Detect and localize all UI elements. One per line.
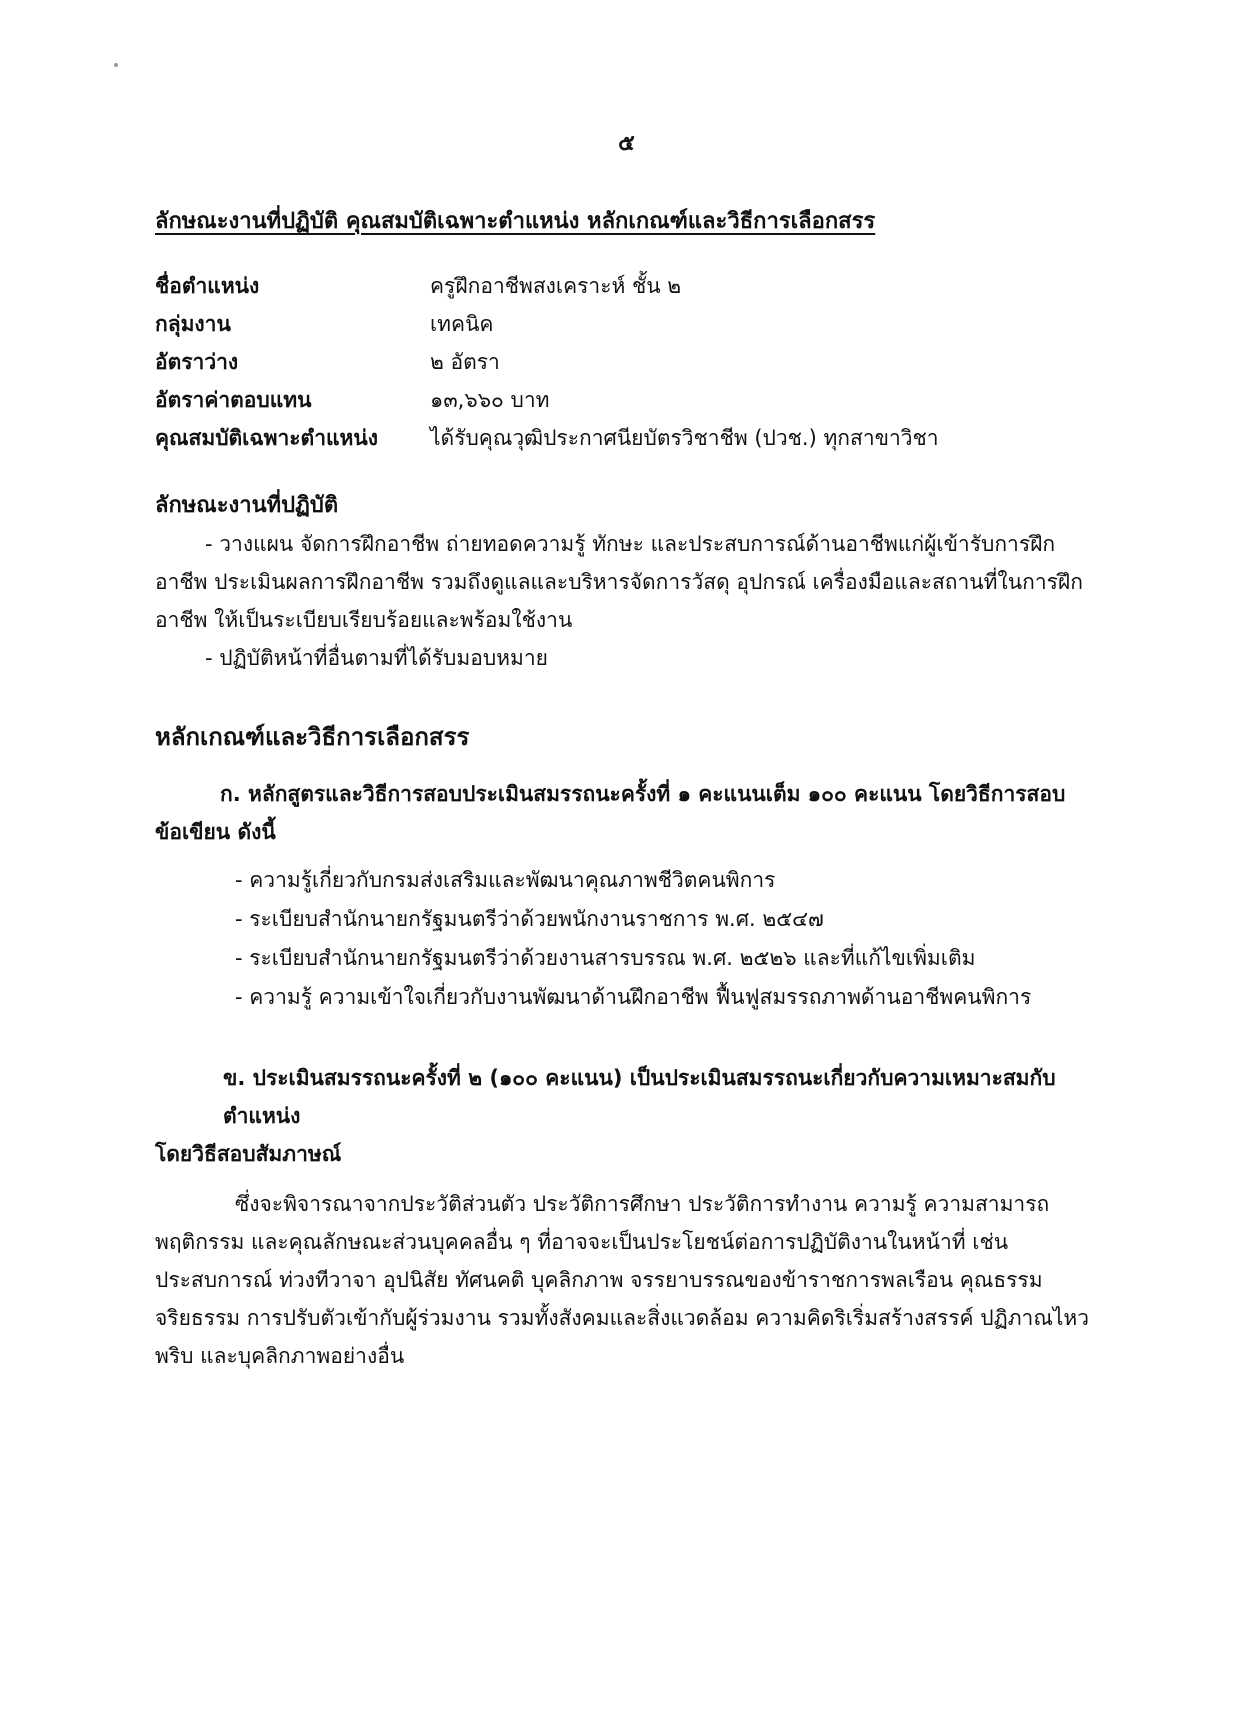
document-heading: ลักษณะงานที่ปฏิบัติ คุณสมบัติเฉพาะตำแหน่ง หลักเกณฑ์และวิธีการเลือกสรร [155, 209, 876, 234]
criteria-part-a-heading-line1: ก. หลักสูตรและวิธีการสอบประเมินสมรรถนะครั้งที่ ๑ คะแนนเต็ม ๑๐๐ คะแนน โดยวิธีการสอบ [220, 782, 1066, 806]
exam-topic-item: - ความรู้เกี่ยวกับกรมส่งเสริมและพัฒนาคุณภาพชีวิตคนพิการ [235, 868, 776, 892]
field-label: อัตราว่าง [155, 350, 239, 374]
criteria-part-b-heading-line1: ข. ประเมินสมรรถนะครั้งที่ ๒ (๑๐๐ คะแนน) เป็นประเมินสมรรถนะเกี่ยวกับความเหมาะสมกับตำแหน่ง [223, 1066, 1056, 1128]
field-value: ๑๓,๖๖๐ บาท [430, 388, 550, 412]
criteria-section-title: หลักเกณฑ์และวิธีการเลือกสรร [155, 723, 470, 751]
field-value: ได้รับคุณวุฒิประกาศนียบัตรวิชาชีพ (ปวช.) ทุกสาขาวิชา [430, 426, 939, 450]
page-number: ๕ [618, 131, 635, 156]
scan-artifact-dot [114, 63, 118, 67]
field-row-work-group [155, 305, 1098, 343]
duties-section-title: ลักษณะงานที่ปฏิบัติ [155, 493, 339, 518]
exam-topic-item: - ระเบียบสำนักนายกรัฐมนตรีว่าด้วยพนักงานราชการ พ.ศ. ๒๕๔๗ [235, 907, 824, 931]
field-label: อัตราค่าตอบแทน [155, 388, 312, 412]
field-row-vacancies [155, 343, 1098, 381]
field-value: เทคนิค [430, 312, 494, 336]
field-row-salary [155, 381, 1098, 419]
duties-section [155, 487, 1098, 677]
field-label: กลุ่มงาน [155, 312, 231, 336]
exam-topic-item: - ระเบียบสำนักนายกรัฐมนตรีว่าด้วยงานสารบรรณ พ.ศ. ๒๕๒๖ และที่แก้ไขเพิ่มเติม [235, 946, 976, 970]
duties-paragraph: - วางแผน จัดการฝึกอาชีพ ถ่ายทอดความรู้ ทักษะ และประสบการณ์ด้านอาชีพแก่ผู้เข้ารับการฝึกอาชีพ ประเมินผลการฝึกอาชีพ รวมถึงดูแลและบริหารจัดการวัสดุ อุปกรณ์ เครื่องมือและสถานที่ในการฝึกอาชีพ ให้เป็นระเบียบเรียบร้อยและพร้อมใช้งาน [155, 532, 1083, 632]
field-row-position-name [155, 267, 1098, 305]
field-value: ครูฝึกอาชีพสงเคราะห์ ชั้น ๒ [430, 274, 682, 298]
criteria-part-b-heading [155, 1059, 1098, 1173]
criteria-part-b-heading-line2: โดยวิธีสอบสัมภาษณ์ [155, 1142, 342, 1166]
position-fields [155, 267, 1098, 457]
exam-topic-list [155, 861, 1098, 1017]
criteria-section [155, 717, 1098, 1375]
field-label: คุณสมบัติเฉพาะตำแหน่ง [155, 426, 378, 450]
criteria-part-a-heading [155, 775, 1098, 851]
field-label: ชื่อตำแหน่ง [155, 274, 260, 298]
field-value: ๒ อัตรา [430, 350, 500, 374]
criteria-part-a-heading-line2: ข้อเขียน ดังนี้ [155, 820, 276, 844]
duties-other-tasks-line: - ปฏิบัติหน้าที่อื่นตามที่ได้รับมอบหมาย [205, 646, 548, 670]
interview-consideration-paragraph: ซึ่งจะพิจารณาจากประวัติส่วนตัว ประวัติการศึกษา ประวัติการทำงาน ความรู้ ความสามารถ พฤติกรรม และคุณลักษณะส่วนบุคคลอื่น ๆ ที่อาจจะเป็นประโยชน์ต่อการปฏิบัติงานในหน้าที่ เช่น ประสบการณ์ ท่วงทีวาจา อุปนิสัย ทัศนคติ บุคลิกภาพ จรรยาบรรณของข้าราชการพลเรือน คุณธรรม จริยธรรม การปรับตัวเข้ากับผู้ร่วมงาน รวมทั้งสังคมและสิ่งแวดล้อม ความคิดริเริ่มสร้างสรรค์ ปฏิภาณไหวพริบ และบุคลิกภาพอย่างอื่น [155, 1192, 1090, 1368]
field-row-qualifications [155, 419, 1098, 457]
exam-topic-item: - ความรู้ ความเข้าใจเกี่ยวกับงานพัฒนาด้านฝึกอาชีพ ฟื้นฟูสมรรถภาพด้านอาชีพคนพิการ [235, 985, 1032, 1009]
